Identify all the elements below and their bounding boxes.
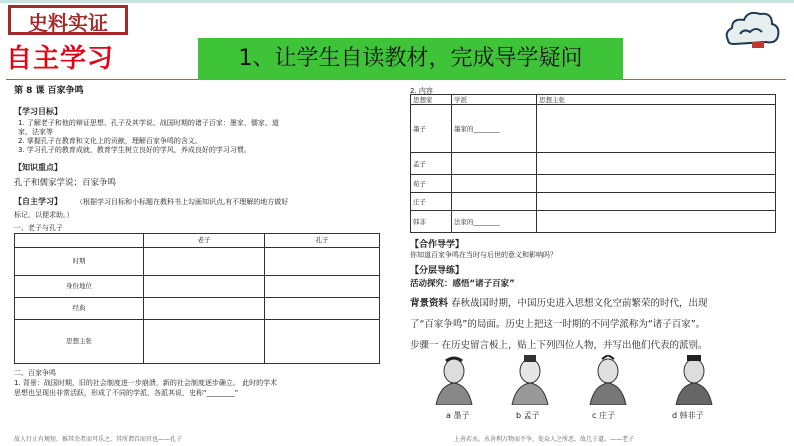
table-row-label: 思想主张 [15, 320, 144, 364]
table-input-cell[interactable] [537, 175, 776, 193]
para-line: 思想也呈现出非常活跃，形成了不同的学派，各派其说，史称“________” [14, 389, 239, 397]
portrait-mengzi [508, 355, 552, 405]
goal-line: 3. 学习孔子的教育成就，教育学生树立良好的学风，养成良好的学习习惯。 [18, 146, 251, 154]
table-header-cell: 学派 [452, 95, 537, 105]
thinkers-table [410, 94, 776, 233]
table-row-label: 荀子 [411, 175, 452, 193]
left-worksheet [10, 83, 402, 428]
table-input-cell[interactable] [537, 153, 776, 175]
goal-line: 家、法家等 [18, 128, 53, 136]
school-cell[interactable]: 法家的________ [452, 211, 537, 233]
table-header-cell: 思想主张 [537, 95, 776, 105]
table-input-cell[interactable] [144, 276, 265, 298]
table-input-cell[interactable] [144, 320, 265, 364]
banner-instruction: 1、让学生自读教材，完成导学疑问 [198, 38, 623, 80]
table-input-cell[interactable] [144, 248, 265, 276]
table-row-label: 身份地位 [15, 276, 144, 298]
portrait-caption: a 墨子 [446, 411, 470, 420]
self-text: 标记，以便求助。） [14, 211, 74, 219]
footer-quote-left: 故人行止有规矩，推其余者而可乐之，其所谓百而官也——孔子 [14, 436, 183, 443]
portrait-caption: c 庄子 [592, 411, 615, 420]
table-input-cell[interactable] [265, 276, 380, 298]
table-input-cell[interactable] [537, 105, 776, 153]
table-header-cell: 思想家 [411, 95, 452, 105]
key-heading: 【知识重点】 [14, 163, 62, 172]
section-tag: 史料实证 [8, 5, 128, 35]
coop-question: 你知道百家争鸣在当时与后世的意义和影响吗？ [410, 251, 557, 259]
goal-line: 1. 了解老子和他的辩证思想、孔子及其学说、战国时期的诸子百家：墨家、儒家、道 [18, 119, 279, 127]
background-line: 春秋战国时期，中国历史进入思想文化空前繁荣的时代，出现 [448, 298, 708, 309]
subsection-title: 一、老子与孔子 [14, 224, 63, 232]
portrait-zhuangzi [586, 355, 630, 405]
laozi-kongzi-table [14, 233, 380, 364]
portrait-caption: b 孟子 [516, 411, 540, 420]
portrait-hanfeizi [672, 355, 716, 405]
coop-heading: 【合作导学】 [410, 240, 465, 250]
table-row-label: 墨子 [411, 105, 452, 153]
table-header-cell: 孔子 [265, 234, 380, 248]
table-input-cell[interactable] [265, 248, 380, 276]
portrait-caption: d 韩非子 [672, 411, 704, 420]
lesson-title: 第 8 课 百家争鸣 [14, 86, 84, 96]
table-input-cell[interactable] [265, 320, 380, 364]
footer-quote-right: 上善若水，水善利万物而不争，处众人之所恶，故几于道。——老子 [454, 436, 635, 443]
background-line: 了“百家争鸣”的局面。历史上把这一时期的不同学派称为“诸子百家”。 [410, 319, 706, 330]
table-header-cell: 老子 [144, 234, 265, 248]
portrait-mozi [432, 355, 476, 405]
goal-heading: 【学习目标】 [14, 107, 62, 116]
table-input-cell[interactable] [537, 193, 776, 211]
school-cell[interactable] [452, 175, 537, 193]
school-cell[interactable]: 墨家的________ [452, 105, 537, 153]
self-heading: 【自主学习】 [14, 197, 62, 206]
table-row-label: 庄子 [411, 193, 452, 211]
background-line: 步骤一 在历史留言板上，贴上下列四位人物，并写出他们代表的派别。 [410, 340, 708, 351]
footer [0, 432, 794, 446]
top-decor-line [0, 0, 794, 3]
subsection-title: 2. 内容 [410, 87, 433, 95]
table-header-cell [15, 234, 144, 248]
section-title: 自主学习 [6, 44, 115, 74]
school-cell[interactable] [452, 153, 537, 175]
activity-title: 活动探究：感悟“诸子百家” [410, 279, 515, 289]
table-input-cell[interactable] [144, 298, 265, 320]
layer-heading: 【分层导练】 [410, 266, 465, 276]
para-line: 1. 背景：战国时期，旧的社会制度进一步崩溃，新的社会制度逐步确立。 此时的学术 [14, 379, 278, 387]
table-input-cell[interactable] [265, 298, 380, 320]
school-cell[interactable] [452, 193, 537, 211]
key-text: 孔子和儒家学说；百家争鸣 [14, 178, 117, 188]
table-row-label: 孟子 [411, 153, 452, 175]
self-text: （根据学习目标和小标题在教科书上勾画知识点,有不理解的地方做好 [76, 198, 289, 206]
background-label: 背景资料 [410, 298, 449, 309]
background-text [410, 295, 794, 309]
table-row-label: 时期 [15, 248, 144, 276]
goal-line: 2. 掌握孔子在教育和文化上的贡献，理解百家争鸣的含义。 [18, 137, 202, 145]
table-row-label: 经典 [15, 298, 144, 320]
table-input-cell[interactable] [537, 211, 776, 233]
cloud-ornament-icon [722, 6, 782, 50]
right-worksheet [408, 83, 794, 428]
subsection-title: 二、百家争鸣 [14, 369, 56, 377]
table-row-label: 韩非 [411, 211, 452, 233]
